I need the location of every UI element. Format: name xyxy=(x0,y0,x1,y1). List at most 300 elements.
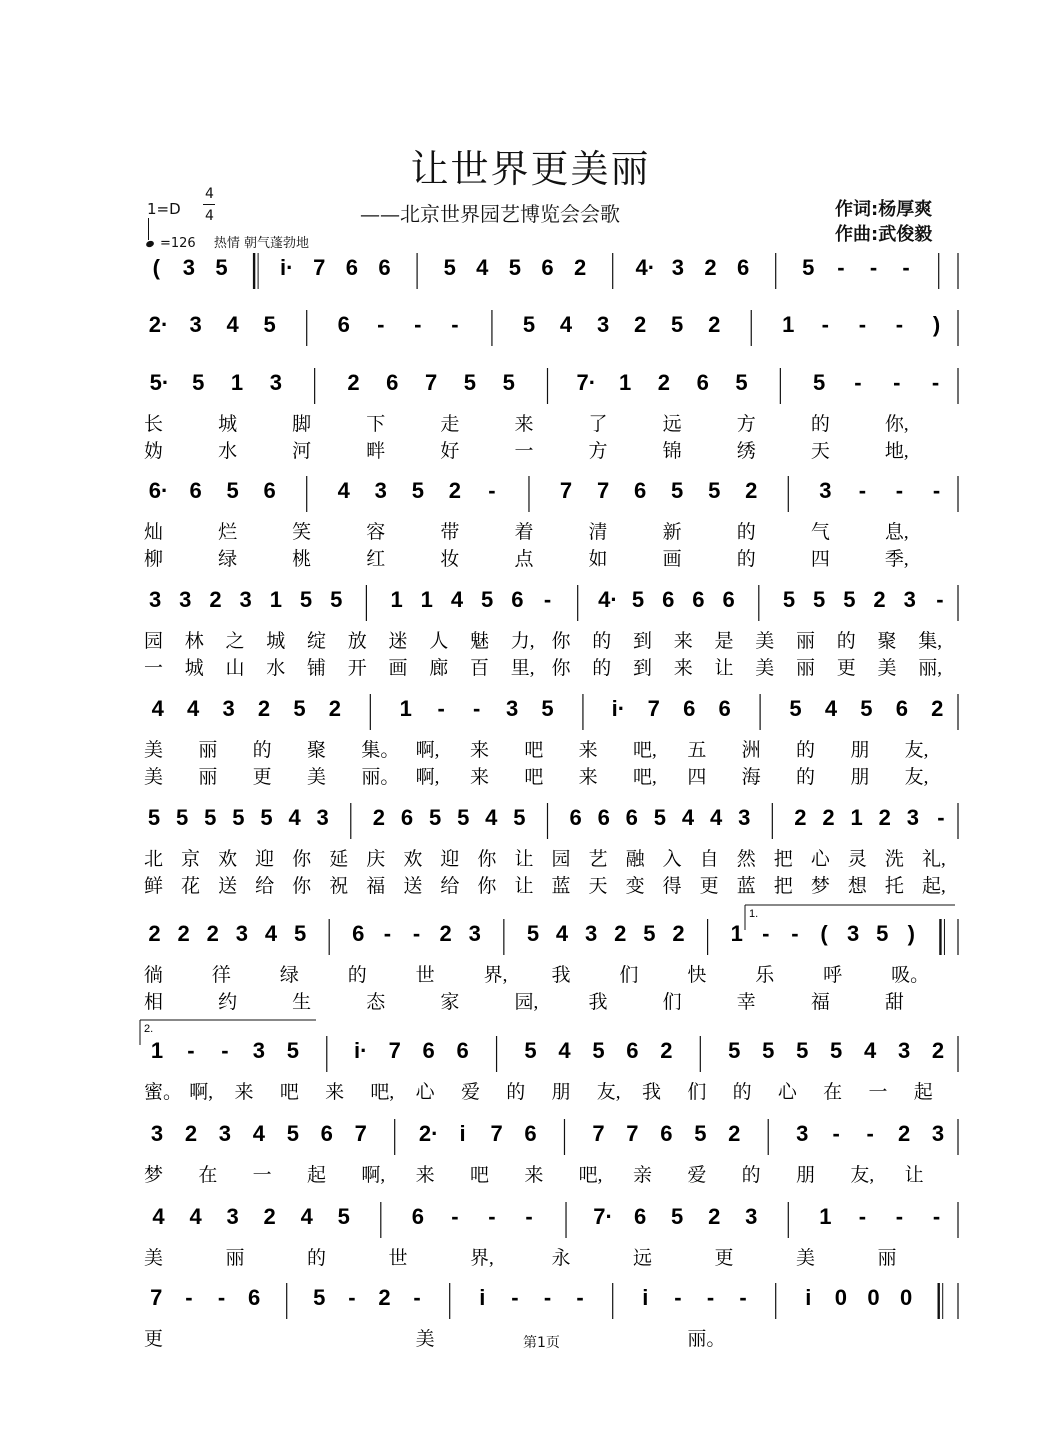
lyric-syllable: 来 xyxy=(673,631,693,652)
lyric-syllable: 啊, xyxy=(415,767,440,788)
note: 6 xyxy=(541,255,554,280)
lyric-syllable: 园 xyxy=(551,849,571,870)
lyric-syllable: 们 xyxy=(662,992,682,1013)
lyric-syllable: 的 xyxy=(836,631,856,652)
note: 3 xyxy=(150,1121,164,1146)
lyric-syllable: 美 xyxy=(796,1248,816,1269)
lyric-syllable: 更 xyxy=(714,1248,734,1269)
note: 7· xyxy=(576,370,597,395)
lyric-syllable: 丽 xyxy=(225,1248,245,1269)
note: 2 xyxy=(448,478,462,503)
note: i· xyxy=(279,255,294,280)
lyric-syllable: 集, xyxy=(918,631,943,652)
lyric-syllable: 甜 xyxy=(884,992,904,1013)
note: 5 xyxy=(653,805,667,830)
lyric-syllable: 给 xyxy=(255,876,275,897)
lyric-syllable: 入 xyxy=(662,849,682,870)
lyric-syllable: 让 xyxy=(514,876,534,897)
lyric-syllable: 城 xyxy=(184,658,204,679)
note: - xyxy=(511,1285,519,1310)
note: 5 xyxy=(796,1038,809,1063)
lyric-syllable: 相 xyxy=(144,992,164,1013)
lyric-syllable: 丽, xyxy=(918,658,943,679)
lyric-syllable: 到 xyxy=(633,658,653,679)
lyric-syllable: 我 xyxy=(588,992,608,1013)
note: i· xyxy=(611,696,626,721)
lyric-syllable: 的 xyxy=(736,522,756,543)
lyric-syllable: 啊, xyxy=(415,740,440,761)
lyric-syllable: 你 xyxy=(477,849,497,870)
lyric-syllable: 然 xyxy=(736,849,756,870)
lyric-syllable: 朋 xyxy=(850,740,870,761)
lyric-syllable: 家 xyxy=(440,992,460,1013)
note: 3 xyxy=(796,1121,809,1146)
note: - xyxy=(893,370,901,395)
note: - xyxy=(543,587,552,612)
note: - xyxy=(543,1285,552,1310)
lyric-syllable: 迷 xyxy=(388,631,408,652)
lyric-syllable: 你 xyxy=(292,876,312,897)
lyric-syllable: 的 xyxy=(732,1082,752,1103)
lyric-syllable: 友, xyxy=(904,767,929,788)
lyric-syllable: 是 xyxy=(714,631,734,652)
note: - xyxy=(902,255,910,280)
note: 6 xyxy=(337,312,350,337)
note: 4 xyxy=(555,921,569,946)
lyric-syllable: 来 xyxy=(415,1165,435,1186)
note: 4 xyxy=(863,1038,877,1063)
note: 5 xyxy=(299,587,313,612)
note: - xyxy=(413,1285,421,1310)
composer-credit: 作曲:武俊毅 xyxy=(835,224,933,245)
lyric-syllable: 美 xyxy=(415,1329,435,1350)
lyric-syllable: 吧 xyxy=(524,740,544,761)
lyric-syllable: 方 xyxy=(588,441,608,462)
lyric-syllable: 来 xyxy=(470,767,490,788)
lyric-syllable: 的 xyxy=(796,740,816,761)
note: 4 xyxy=(189,1204,202,1229)
lyric-syllable: 你 xyxy=(477,876,497,897)
lyric-syllable: 柳 xyxy=(144,549,164,570)
note: 3 xyxy=(738,805,751,830)
lyric-syllable: 到 xyxy=(633,631,653,652)
lyric-syllable: 美 xyxy=(144,740,164,761)
note: 5 xyxy=(215,255,228,280)
note: 5 xyxy=(411,478,424,503)
note: - xyxy=(488,478,496,503)
note: 2 xyxy=(148,921,161,946)
note: 2· xyxy=(148,312,169,337)
note: - xyxy=(437,696,445,721)
note: 5 xyxy=(508,255,522,280)
note: - xyxy=(412,921,421,946)
lyric-syllable: 呼 xyxy=(823,965,843,986)
lyric-syllable: 友, xyxy=(850,1165,875,1186)
lyric-syllable: 起, xyxy=(921,876,946,897)
lyric-syllable: 带 xyxy=(440,522,460,543)
lyric-syllable: 北 xyxy=(144,849,164,870)
note: - xyxy=(932,1204,941,1229)
lyric-syllable: 更 xyxy=(144,1329,164,1350)
note: - xyxy=(837,255,845,280)
lyric-syllable: 的 xyxy=(506,1082,526,1103)
note: - xyxy=(762,921,770,946)
note: 4 xyxy=(151,696,164,721)
note: 7 xyxy=(424,370,438,395)
note: 6 xyxy=(633,478,647,503)
note: - xyxy=(895,312,904,337)
note: 2 xyxy=(708,312,721,337)
note: 6 xyxy=(625,805,638,830)
note: 3 xyxy=(179,587,192,612)
lyric-syllable: 新 xyxy=(662,522,682,543)
lyric-syllable: 吧, xyxy=(578,1165,603,1186)
lyric-syllable: 锦 xyxy=(662,441,682,462)
page-number: 第1页 xyxy=(523,1335,560,1351)
volta-label-2: 2. xyxy=(144,1023,154,1035)
note: 6 xyxy=(422,1038,435,1063)
lyric-syllable: 让 xyxy=(514,849,534,870)
lyric-syllable: 魅 xyxy=(470,631,490,652)
lyric-syllable: 铺 xyxy=(307,658,327,679)
lyric-syllable: 世 xyxy=(388,1248,408,1269)
lyric-syllable: 徉 xyxy=(211,965,231,986)
lyric-syllable: 绿 xyxy=(218,549,238,570)
lyric-syllable: 吧 xyxy=(470,1165,490,1186)
lyric-syllable: 了 xyxy=(588,414,608,435)
note: 6 xyxy=(400,805,414,830)
note: 5 xyxy=(481,587,494,612)
lyric-syllable: 下 xyxy=(366,414,386,435)
note: 1 xyxy=(269,587,282,612)
note: 2· xyxy=(418,1121,439,1146)
lyric-syllable: 聚 xyxy=(307,740,327,761)
note: i xyxy=(479,1285,486,1310)
lyric-syllable: 爱 xyxy=(687,1165,707,1186)
lyric-syllable: 起 xyxy=(307,1165,327,1186)
lyric-syllable: 心 xyxy=(415,1082,435,1103)
note: 4 xyxy=(187,696,200,721)
lyric-syllable: 园 xyxy=(144,631,164,652)
note: 5 xyxy=(176,805,189,830)
note: 5 xyxy=(286,1038,299,1063)
lyric-syllable: 美 xyxy=(877,658,897,679)
note: 3 xyxy=(931,1121,945,1146)
note: 6 xyxy=(633,1204,647,1229)
note: 2 xyxy=(873,587,886,612)
lyric-syllable: 祝 xyxy=(329,876,349,897)
lyric-syllable: 灵 xyxy=(847,849,867,870)
lyric-syllable: 的 xyxy=(741,1165,761,1186)
note: 5 xyxy=(293,696,306,721)
note: 5 xyxy=(330,587,343,612)
note: 6 xyxy=(378,255,391,280)
note: 5 xyxy=(263,312,276,337)
note: 6 xyxy=(189,478,202,503)
lyric-syllable: 在 xyxy=(823,1082,843,1103)
lyric-syllable: 天 xyxy=(588,876,608,897)
note: 5· xyxy=(149,370,170,395)
lyric-syllable: 界, xyxy=(470,1248,494,1269)
lyric-syllable: 吧, xyxy=(633,740,657,761)
note: 6 xyxy=(569,805,582,830)
lyric-syllable: 妫 xyxy=(144,441,164,462)
lyric-syllable: 得 xyxy=(662,876,682,897)
note: 5 xyxy=(643,921,656,946)
lyricist-credit: 作词:杨厚爽 xyxy=(835,199,933,220)
note: 2 xyxy=(931,1038,945,1063)
note: 1 xyxy=(390,587,403,612)
note: 5 xyxy=(147,805,161,830)
note: - xyxy=(739,1285,747,1310)
note: 4 xyxy=(824,696,838,721)
lyric-syllable: 让 xyxy=(714,658,734,679)
note: 7 xyxy=(647,696,660,721)
note: 7 xyxy=(150,1285,163,1310)
lyric-syllable: 友, xyxy=(596,1082,621,1103)
lyric-syllable: 丽。 xyxy=(361,767,400,788)
note: 0 xyxy=(834,1285,848,1310)
note: - xyxy=(866,1121,874,1146)
lyric-syllable: 的 xyxy=(307,1248,327,1269)
lyric-syllable: 心 xyxy=(777,1082,797,1103)
note: ( xyxy=(152,255,160,280)
lyric-syllable: 好 xyxy=(440,441,460,462)
note: 7 xyxy=(313,255,326,280)
lyric-syllable: 美 xyxy=(755,631,775,652)
note: 2 xyxy=(708,1204,721,1229)
note: i xyxy=(805,1285,812,1310)
lyric-syllable: 集。 xyxy=(361,740,400,761)
note: 2 xyxy=(931,696,944,721)
note: 6 xyxy=(345,255,359,280)
lyric-syllable: 花 xyxy=(181,876,201,897)
lyric-syllable: 送 xyxy=(218,876,238,897)
lyric-syllable: 来 xyxy=(514,414,534,435)
note: - xyxy=(832,1121,840,1146)
note: 2 xyxy=(372,805,386,830)
lyric-syllable: 吸。 xyxy=(891,965,930,986)
lyric-syllable: 笑 xyxy=(292,522,312,543)
note: 5 xyxy=(830,1038,843,1063)
lyric-syllable: 远 xyxy=(662,414,682,435)
lyric-syllable: 美 xyxy=(755,658,775,679)
lyric-syllable: 林 xyxy=(184,631,204,652)
note: - xyxy=(674,1285,682,1310)
note: - xyxy=(451,312,459,337)
note: - xyxy=(858,1204,867,1229)
note: 4 xyxy=(558,1038,571,1063)
lyric-syllable: 艺 xyxy=(588,849,608,870)
note: 1 xyxy=(420,587,433,612)
note: 6 xyxy=(662,587,675,612)
note: 2 xyxy=(439,921,452,946)
lyric-syllable: 吧, xyxy=(370,1082,395,1103)
lyric-syllable: 朋 xyxy=(850,767,870,788)
lyric-syllable: 想 xyxy=(847,876,867,897)
time-signature-bottom: 4 xyxy=(205,208,214,224)
note: 6 xyxy=(722,587,735,612)
lyric-syllable: 地, xyxy=(884,441,909,462)
note: 7 xyxy=(626,1121,639,1146)
lyric-syllable: 来 xyxy=(325,1082,345,1103)
lyric-syllable: 丽 xyxy=(796,631,816,652)
note: - xyxy=(895,1204,904,1229)
lyric-syllable: 清 xyxy=(588,522,608,543)
note: 6 xyxy=(386,370,399,395)
note: 5 xyxy=(204,805,217,830)
lyric-syllable: 朋 xyxy=(551,1082,571,1103)
lyric-syllable: 山 xyxy=(225,658,245,679)
lyric-syllable: 蓝 xyxy=(736,876,756,897)
note: - xyxy=(383,921,392,946)
lyric-syllable: 丽 xyxy=(198,767,218,788)
lyric-syllable: 约 xyxy=(218,992,238,1013)
note: - xyxy=(869,255,878,280)
note: 5 xyxy=(789,696,802,721)
note: - xyxy=(937,805,945,830)
note: 5 xyxy=(286,1121,299,1146)
note: 5 xyxy=(876,921,889,946)
lyric-syllable: 的 xyxy=(736,549,756,570)
lyric-syllable: 的 xyxy=(347,965,367,986)
note: 2 xyxy=(897,1121,911,1146)
lyric-syllable: 来 xyxy=(673,658,693,679)
note: 5 xyxy=(782,587,796,612)
note: 2 xyxy=(257,696,271,721)
note: - xyxy=(472,696,481,721)
lyric-syllable: 福 xyxy=(810,992,830,1013)
note: 5 xyxy=(671,478,684,503)
note: - xyxy=(936,587,944,612)
note: 3 xyxy=(269,370,282,395)
lyric-syllable: 一 xyxy=(252,1165,272,1186)
note: 5 xyxy=(463,370,477,395)
note: 6 xyxy=(352,921,365,946)
lyric-syllable: 画 xyxy=(662,549,682,570)
lyric-syllable: 百 xyxy=(470,658,490,679)
note: 3 xyxy=(585,921,598,946)
lyric-syllable: 起 xyxy=(913,1082,933,1103)
lyric-syllable: 欢 xyxy=(403,849,423,870)
note: ( xyxy=(820,921,828,946)
note: 6 xyxy=(660,1121,673,1146)
lyric-syllable: 长 xyxy=(144,414,164,435)
note: 5 xyxy=(735,370,748,395)
note: 3 xyxy=(897,1038,911,1063)
note: 6 xyxy=(524,1121,537,1146)
note: 5 xyxy=(694,1121,707,1146)
lyric-syllable: 们 xyxy=(687,1082,707,1103)
note: - xyxy=(931,370,940,395)
note: 3 xyxy=(903,587,916,612)
note: 3 xyxy=(226,1204,239,1229)
lyric-syllable: 季, xyxy=(884,549,909,570)
note: 3 xyxy=(235,921,248,946)
note: 3 xyxy=(468,921,481,946)
note: 1 xyxy=(230,370,244,395)
lyric-syllable: 徜 xyxy=(144,965,164,986)
lyric-syllable: 你 xyxy=(551,658,571,679)
note: - xyxy=(348,1285,356,1310)
lyric-syllable: 界, xyxy=(483,965,508,986)
lyric-syllable: 爱 xyxy=(460,1082,480,1103)
note: 5 xyxy=(813,587,826,612)
lyric-syllable: 更 xyxy=(699,876,719,897)
lyric-syllable: 容 xyxy=(366,522,386,543)
note: 5 xyxy=(337,1204,350,1229)
note: 7 xyxy=(596,478,610,503)
note: 2 xyxy=(822,805,835,830)
note: 7· xyxy=(593,1204,613,1229)
note: 2 xyxy=(878,805,891,830)
lyric-syllable: 城 xyxy=(266,631,286,652)
note: 6 xyxy=(895,696,908,721)
note: - xyxy=(187,1038,195,1063)
note: 5 xyxy=(671,1204,684,1229)
lyric-syllable: 河 xyxy=(292,441,312,462)
note: 6 xyxy=(597,805,610,830)
note: 3 xyxy=(222,696,235,721)
lyric-syllable: 礼, xyxy=(921,849,946,870)
lyric-syllable: 自 xyxy=(699,849,719,870)
lyric-syllable: 里, xyxy=(510,658,535,679)
lyric-syllable: 世 xyxy=(415,965,435,986)
lyric-syllable: 你 xyxy=(292,849,312,870)
lyric-syllable: 给 xyxy=(440,876,460,897)
lyric-syllable: 啊, xyxy=(361,1165,386,1186)
lyric-syllable: 吧 xyxy=(524,767,544,788)
note: 1 xyxy=(399,696,412,721)
note: 5 xyxy=(762,1038,775,1063)
note: 6 xyxy=(626,1038,639,1063)
lyric-syllable: 洲 xyxy=(741,740,761,761)
lyric-syllable: 福 xyxy=(366,876,386,897)
lyric-syllable: 让 xyxy=(904,1165,924,1186)
note: 1 xyxy=(819,1204,832,1229)
note: 4 xyxy=(226,312,239,337)
note: 3 xyxy=(189,312,202,337)
lyric-syllable: 在 xyxy=(198,1165,218,1186)
note: 2 xyxy=(704,255,717,280)
lyric-syllable: 的 xyxy=(810,414,830,435)
lyric-syllable: 丽 xyxy=(877,1248,897,1269)
note: 4 xyxy=(450,587,464,612)
note: 5 xyxy=(428,805,442,830)
lyric-syllable: 把 xyxy=(773,876,793,897)
note: ) xyxy=(907,921,916,946)
note: 5 xyxy=(502,370,515,395)
lyric-syllable: 美 xyxy=(144,1248,164,1269)
note: 0 xyxy=(899,1285,913,1310)
note: 1 xyxy=(150,1038,164,1063)
lyric-syllable: 方 xyxy=(736,414,756,435)
lyric-syllable: 点 xyxy=(514,549,534,570)
lyric-syllable: 我 xyxy=(551,965,571,986)
lyric-syllable: 心 xyxy=(810,849,830,870)
note: 3 xyxy=(596,312,610,337)
lyric-syllable: 迎 xyxy=(255,849,275,870)
lyric-syllable: 来 xyxy=(578,767,598,788)
note: 3 xyxy=(819,478,832,503)
lyric-syllable: 迎 xyxy=(440,849,460,870)
lyric-syllable: 一 xyxy=(868,1082,888,1103)
lyric-syllable: 托 xyxy=(884,876,904,897)
lyric-syllable: 妆 xyxy=(440,549,460,570)
note: 5 xyxy=(860,696,873,721)
note: 5 xyxy=(802,255,815,280)
lyric-syllable: 脚 xyxy=(292,414,312,435)
